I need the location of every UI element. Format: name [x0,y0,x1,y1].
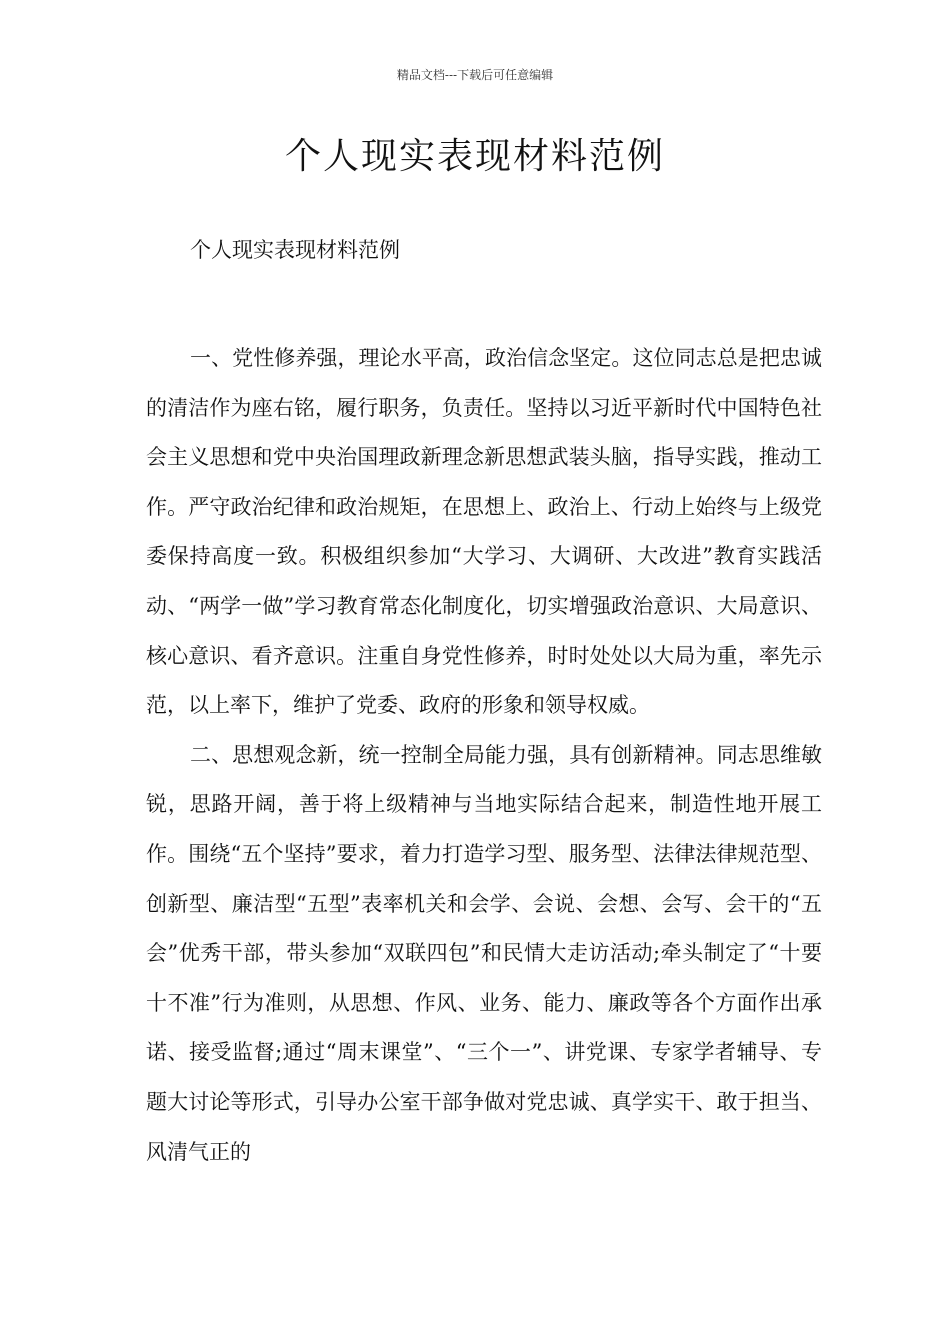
document-subtitle: 个人现实表现材料范例 [190,238,400,262]
paragraph-2: 二、思想观念新，统一控制全局能力强，具有创新精神。同志思维敏锐，思路开阔，善于将上级精神与当地实际结合起来，制造性地开展工作。围绕“五个坚持”要求，着力打造学习型、服务型、法律法律规范型、创新型、廉洁型“五型”表率机关和会学、会说、会想、会写、会干的“五会”优秀干部，带头参加“双联四包”和民情大走访活动;牵头制定了“十要十不准”行为准则，从思想、作风、业务、能力、廉政等各个方面作出承诺、接受监督;通过“周末课堂”、“三个一”、讲党课、专家学者辅导、专题大讨论等形式，引导办公室干部争做对党忠诚、真学实干、敢于担当、风清气正的 [146,742,822,1164]
paragraph-1: 一、党性修养强，理论水平高，政治信念坚定。这位同志总是把忠诚的清洁作为座右铭，履行职务，负责任。坚持以习近平新时代中国特色社会主义思想和党中央治国理政新理念新思想武装头脑，指导实践，推动工作。严守政治纪律和政治规矩，在思想上、政治上、行动上始终与上级党委保持高度一致。积极组织参加“大学习、大调研、大改进”教育实践活动、“两学一做”学习教育常态化制度化，切实增强政治意识、大局意识、核心意识、看齐意识。注重自身党性修养，时时处处以大局为重，率先示范，以上率下，维护了党委、政府的形象和领导权威。 [146,346,822,718]
document-body [146,334,822,1177]
header-note: 精品文档---下载后可任意编辑 [396,68,554,82]
document-title: 个人现实表现材料范例 [284,136,665,177]
